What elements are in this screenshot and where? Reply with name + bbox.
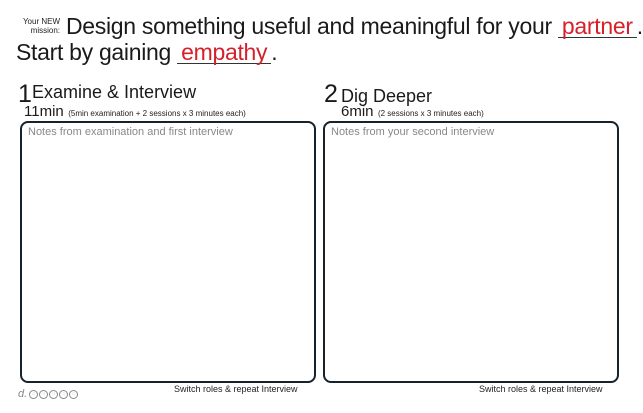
dschool-logo [18, 388, 78, 400]
headline-line-1 [66, 12, 643, 40]
step-2-time [341, 103, 484, 121]
partner-fill-in: partner [558, 15, 637, 38]
step-1-title: Examine & Interview [32, 82, 197, 102]
notes-box-step-1[interactable] [20, 121, 316, 383]
logo-circle-icon: ◌ [49, 390, 58, 399]
headline-1-prefix: Design something useful and meaningful for your [66, 13, 552, 39]
step-2-title: Dig Deeper [341, 86, 433, 106]
step-1-duration: 11min [24, 103, 64, 120]
logo-circle-icon: ◌ [59, 390, 68, 399]
headline-2-suffix: . [271, 39, 278, 65]
headline-line-2 [16, 38, 277, 66]
logo-circle-icon: ◌ [29, 390, 38, 399]
step-1-time [24, 103, 246, 121]
logo-prefix: d. [18, 388, 28, 400]
step-2-footer: Switch roles & repeat Interview [479, 384, 603, 394]
notes-placeholder-step-2: Notes from your second interview [331, 126, 495, 138]
step-1-time-note: (5min examination + 2 sessions x 3 minutes each) [68, 109, 246, 118]
step-2-number: 2 [324, 80, 338, 108]
step-2-time-note: (2 sessions x 3 minutes each) [377, 109, 484, 118]
notes-box-step-2[interactable] [323, 121, 619, 383]
step-1-number: 1 [18, 80, 32, 108]
headline-2-prefix: Start by gaining [16, 39, 172, 65]
step-1-footer: Switch roles & repeat Interview [174, 384, 298, 394]
empathy-fill-in: empathy [177, 41, 271, 64]
notes-placeholder-step-1: Notes from examination and first interview [28, 126, 233, 138]
logo-circle-icon: ◌ [39, 390, 48, 399]
headline-1-suffix: . [636, 13, 643, 39]
mission-label: Your NEW mission: [22, 17, 60, 35]
step-2-duration: 6min [341, 103, 374, 120]
logo-circle-icon: ◌ [69, 390, 78, 399]
